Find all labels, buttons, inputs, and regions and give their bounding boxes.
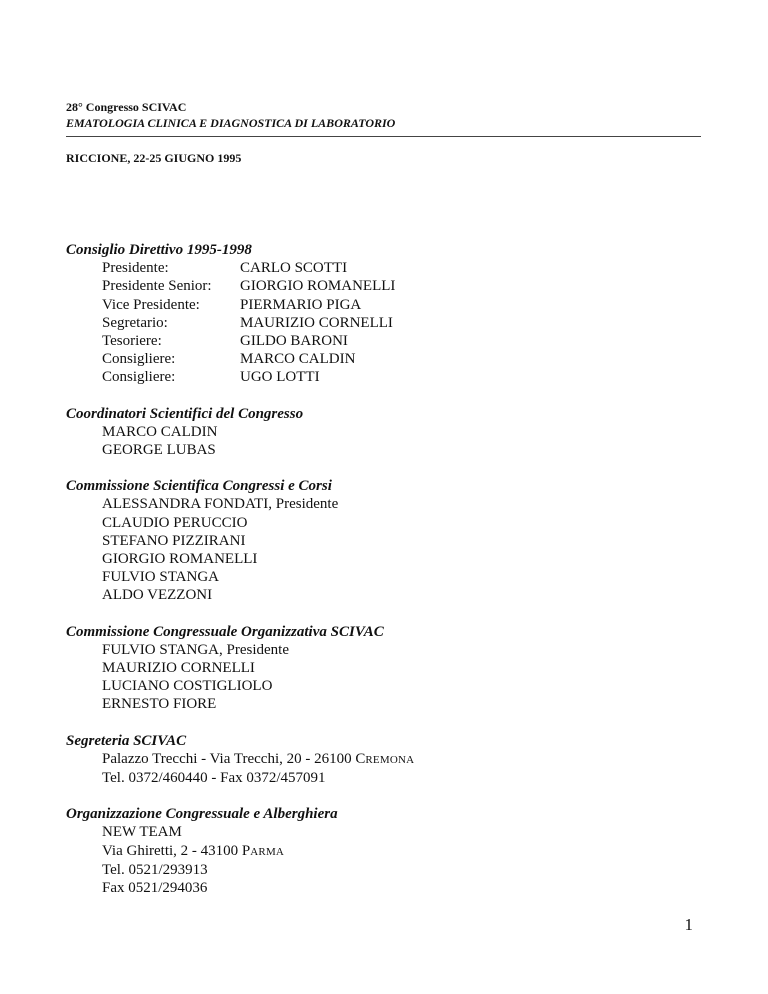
member-role: Presidente:	[102, 260, 169, 277]
person-name: ALESSANDRA FONDATI, Presidente	[102, 496, 339, 513]
section-title: Segreteria SCIVAC	[66, 732, 187, 749]
members-list	[66, 259, 686, 386]
names-list	[66, 495, 686, 604]
member-role: Tesoriere:	[102, 333, 162, 350]
congress-subtitle: EMATOLOGIA CLINICA E DIAGNOSTICA DI LABORATORIO	[66, 116, 396, 130]
member-role: Consigliere:	[102, 351, 176, 368]
section-title: Commissione Scientifica Congressi e Corsi	[66, 478, 332, 495]
member-row	[102, 314, 686, 332]
member-role: Presidente Senior:	[102, 278, 212, 295]
company-name: NEW TEAM	[102, 824, 182, 841]
header-divider	[66, 136, 701, 137]
member-row	[102, 350, 686, 368]
city-rest: REMONA	[365, 753, 415, 766]
member-name: UGO LOTTI	[240, 369, 320, 386]
person-name: STEFANO PIZZIRANI	[102, 532, 246, 549]
person-name: MAURIZIO CORNELLI	[102, 660, 255, 677]
person-name: ALDO VEZZONI	[102, 587, 213, 604]
person-name: CLAUDIO PERUCCIO	[102, 514, 248, 531]
section-commissione-scientifica	[66, 477, 686, 604]
names-list	[66, 423, 686, 459]
person-name: ERNESTO FIORE	[102, 696, 217, 713]
member-row	[102, 259, 686, 277]
member-role: Segretario:	[102, 314, 168, 331]
member-name: GIORGIO ROMANELLI	[240, 278, 396, 295]
city-rest: ARMA	[250, 845, 285, 858]
member-row	[102, 368, 686, 386]
member-row	[102, 332, 686, 350]
contact-block	[66, 750, 686, 787]
address-line	[102, 750, 686, 769]
member-name: GILDO BARONI	[240, 333, 348, 350]
person-name: LUCIANO COSTIGLIOLO	[102, 678, 273, 695]
member-name: CARLO SCOTTI	[240, 260, 348, 277]
section-title: Commissione Congressuale Organizzativa SCIVAC	[66, 623, 384, 640]
city-initial: C	[355, 750, 366, 767]
member-name: PIERMARIO PIGA	[240, 296, 362, 313]
names-list	[66, 641, 686, 714]
section-title: Coordinatori Scientifici del Congresso	[66, 405, 304, 422]
person-name: GEORGE LUBAS	[102, 442, 216, 459]
member-name: MAURIZIO CORNELLI	[240, 314, 393, 331]
section-coordinatori	[66, 405, 686, 460]
section-title: Organizzazione Congressuale e Alberghiera	[66, 806, 338, 823]
person-name: FULVIO STANGA	[102, 569, 220, 586]
fax-line: Fax 0521/294036	[102, 880, 208, 897]
document-body	[66, 241, 686, 915]
page-number: 1	[684, 915, 693, 934]
member-row	[102, 277, 686, 295]
section-title: Consiglio Direttivo 1995-1998	[66, 242, 252, 258]
address-text: Via Ghiretti, 2 - 43100	[102, 842, 242, 859]
contact-block	[66, 823, 686, 897]
member-name: MARCO CALDIN	[240, 351, 356, 368]
section-organizzazione	[66, 805, 686, 897]
phone-line: Tel. 0521/293913	[102, 861, 208, 878]
person-name: MARCO CALDIN	[102, 423, 218, 440]
congress-title: 28° Congresso SCIVAC	[66, 100, 187, 114]
congress-location-date: RICCIONE, 22-25 GIUGNO 1995	[66, 151, 242, 165]
member-role: Consigliere:	[102, 369, 176, 386]
person-name: GIORGIO ROMANELLI	[102, 551, 258, 568]
address-line	[102, 842, 686, 861]
phone-line: Tel. 0372/460440 - Fax 0372/457091	[102, 770, 326, 787]
person-name: FULVIO STANGA, Presidente	[102, 641, 289, 658]
section-segreteria	[66, 732, 686, 788]
member-row	[102, 296, 686, 314]
section-consiglio-direttivo	[66, 241, 686, 387]
city-initial: P	[241, 842, 251, 859]
address-text: Palazzo Trecchi - Via Trecchi, 20 - 26100	[102, 750, 356, 767]
member-role: Vice Presidente:	[102, 296, 200, 313]
section-commissione-organizzativa	[66, 623, 686, 714]
